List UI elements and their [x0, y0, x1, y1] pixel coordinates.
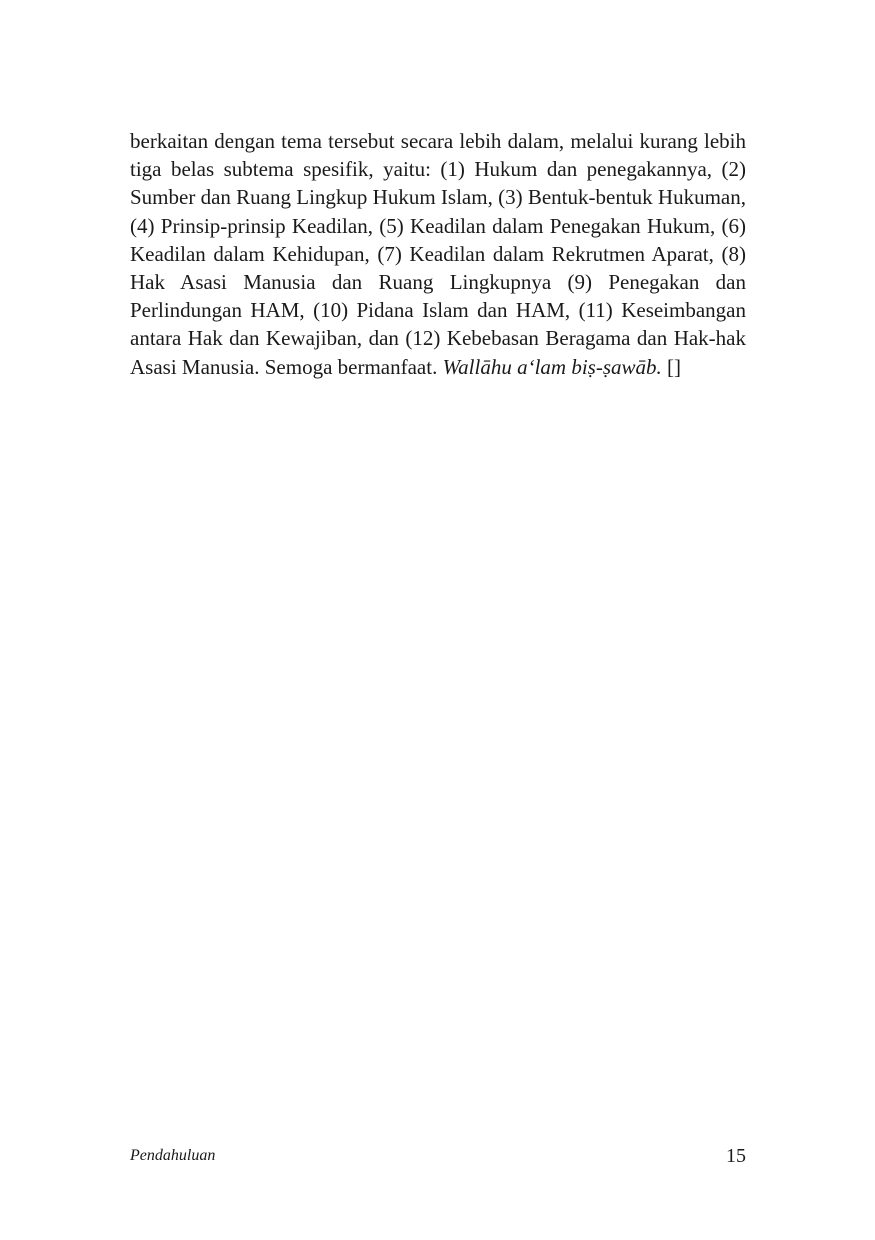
closing-formula: Wallāhu a‘lam biṣ-ṣawāb.	[442, 354, 662, 379]
end-mark: []	[667, 354, 682, 379]
body-text: berkaitan dengan tema tersebut secara lebih dalam, melalui kurang lebih tiga belas subtema spesifik, yaitu: (1) Hukum dan penegakannya, (2) Sumber dan Ruang Lingkup Hukum Islam, (3) Bentuk-bentuk Hukuman, (4) Prinsip-prinsip Keadilan, (5) Keadilan dalam Penegakan Hukum, (6) Keadilan dalam Kehidupan, (7) Keadilan dalam Rekrutmen Aparat, (8) Hak Asasi Manusia dan Ruang Lingkupnya (9) Penegakan dan Perlindungan HAM, (10) Pidana Islam dan HAM, (11) Keseimbangan antara Hak dan Kewajiban, dan (12) Kebebasan Beragama dan Hak-hak Asasi Manusia. Semoga bermanfaat.	[130, 129, 746, 379]
body-paragraph	[130, 127, 746, 381]
page-footer	[130, 1144, 746, 1172]
running-title: Pendahuluan	[130, 1147, 216, 1164]
page-number: 15	[726, 1145, 746, 1167]
